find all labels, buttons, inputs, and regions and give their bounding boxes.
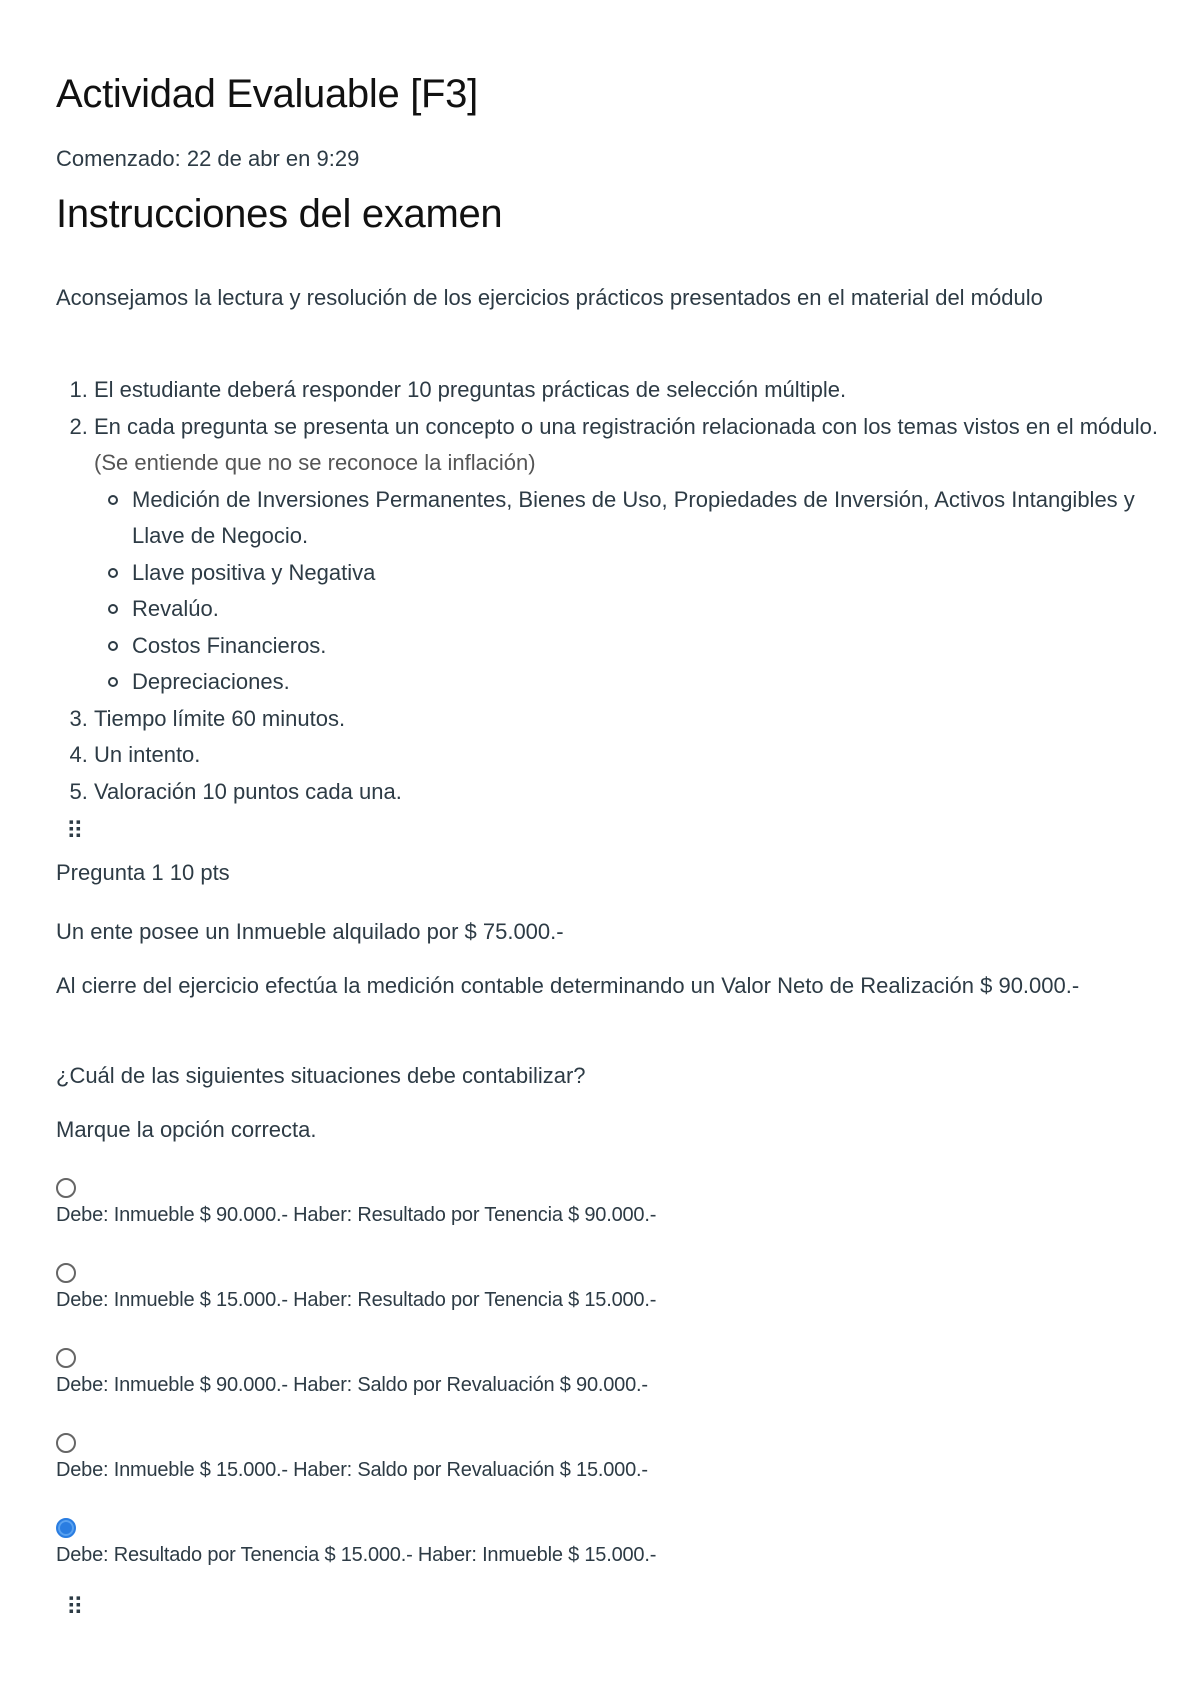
page-title: Actividad Evaluable [F3] [56,72,478,116]
step-text: El estudiante deberá responder 10 preguntas prácticas de selección múltiple. [94,377,847,402]
topic-text: Revalúo. [132,596,219,621]
answer-option-label[interactable]: Debe: Inmueble $ 15.000.- Haber: Saldo por Revaluación $ 15.000.- [56,1459,648,1481]
answer-option-label[interactable]: Debe: Inmueble $ 90.000.- Haber: Resultado por Tenencia $ 90.000.- [56,1204,657,1226]
answer-option-selected[interactable] [56,1518,1056,1567]
radio-button[interactable] [56,1348,76,1368]
answer-option[interactable] [56,1348,1056,1397]
instructions-heading: Instrucciones del examen [56,192,503,236]
bullet-icon [108,641,118,651]
answer-option-label[interactable]: Debe: Inmueble $ 90.000.- Haber: Saldo por Revaluación $ 90.000.- [56,1374,648,1396]
step-text: Tiempo límite 60 minutos. [94,705,346,731]
step-item [94,372,1184,409]
topic-text: Llave positiva y Negativa [132,559,376,585]
topic-text: Medición de Inversiones Permanentes, Bienes de Uso, Propiedades de Inversión, Activos Intangibles y Llave de Negocio. [132,486,1135,548]
topic-item [132,482,1184,555]
topic-text: Costos Financieros. [132,632,327,658]
answer-option-label[interactable]: Debe: Resultado por Tenencia $ 15.000.- Haber: Inmueble $ 15.000.- [56,1544,657,1566]
topics-list [94,482,1184,701]
topic-text: Depreciaciones. [132,669,290,694]
step-text: En cada pregunta se presenta un concepto o una registración relacionada con los temas vistos en el módulo. [94,413,1158,439]
drag-handle-icon[interactable]: ⠿ [66,818,82,845]
instructions-steps [56,372,1184,810]
step-item [94,409,1184,701]
step-note: (Se entiende que no se reconoce la inflación) [94,450,536,475]
question-header: Pregunta 1 10 pts [56,860,230,885]
instructions-intro: Aconsejamos la lectura y resolución de los ejercicios prácticos presentados en el material del módulo [56,285,1043,310]
answer-option-label[interactable]: Debe: Inmueble $ 15.000.- Haber: Resultado por Tenencia $ 15.000.- [56,1289,657,1311]
step-text: Un intento. [94,742,201,767]
question-text: Al cierre del ejercicio efectúa la medición contable determinando un Valor Neto de Realización $ 90.000.- [56,973,1080,998]
answer-option[interactable] [56,1263,1056,1312]
topic-item [132,555,1184,592]
answer-option[interactable] [56,1433,1056,1482]
started-timestamp: Comenzado: 22 de abr en 9:29 [56,146,360,171]
question-text: ¿Cuál de las siguientes situaciones debe contabilizar? [56,1063,586,1088]
radio-button[interactable] [56,1263,76,1283]
question-text: Un ente posee un Inmueble alquilado por $ 75.000.- [56,919,564,944]
bullet-icon [108,604,118,614]
question-text: Marque la opción correcta. [56,1117,317,1142]
bullet-icon [108,495,118,505]
bullet-icon [108,568,118,578]
topic-item [132,591,1184,628]
step-text: Valoración 10 puntos cada una. [94,778,402,804]
radio-button[interactable] [56,1178,76,1198]
step-item [94,737,1184,774]
step-item [94,701,1184,738]
drag-handle-icon[interactable]: ⠿ [66,1594,82,1621]
step-item [94,774,1184,811]
topic-item [132,628,1184,665]
radio-button-selected[interactable] [56,1518,76,1538]
bullet-icon [108,677,118,687]
answer-option[interactable] [56,1178,1056,1227]
radio-button[interactable] [56,1433,76,1453]
topic-item [132,664,1184,701]
